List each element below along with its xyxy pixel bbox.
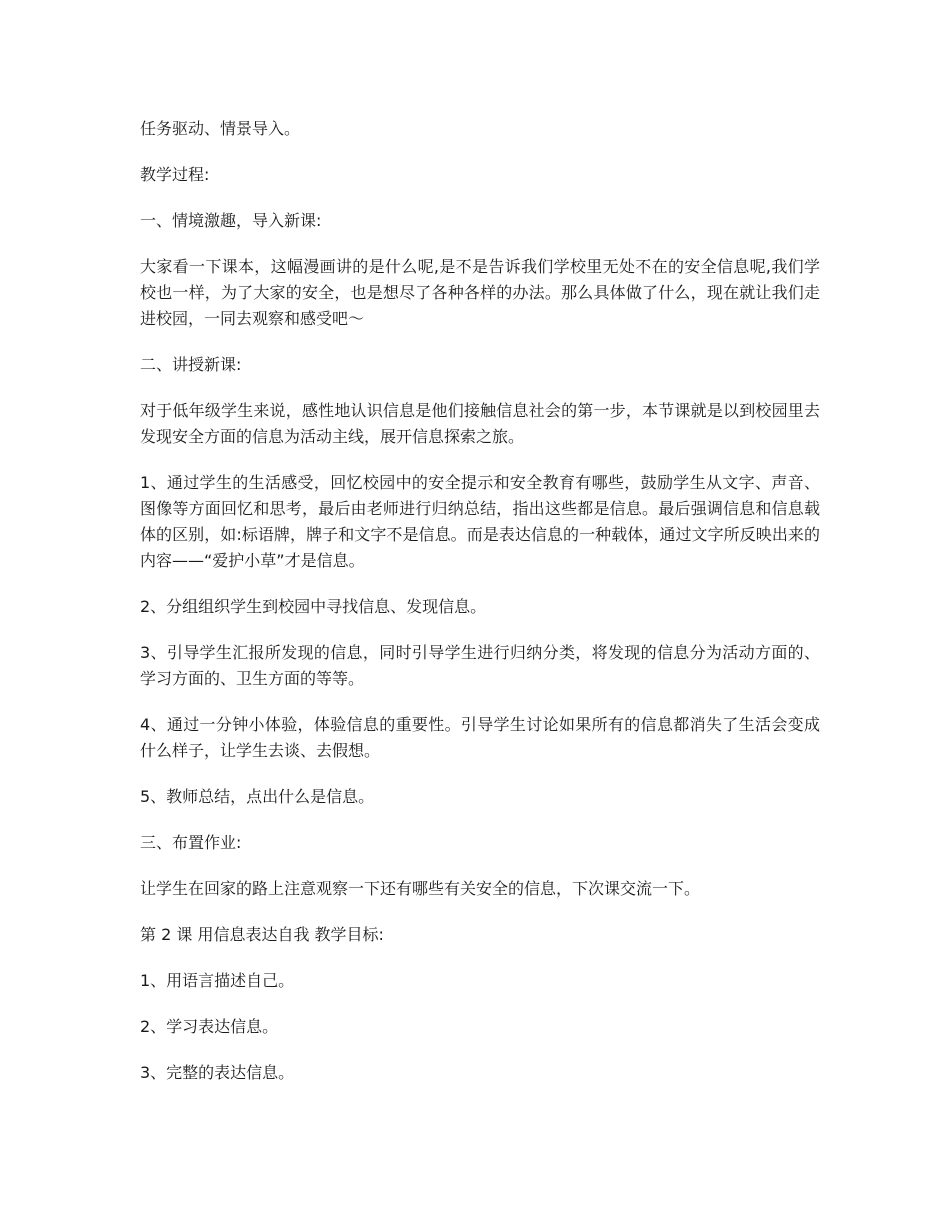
paragraph-intro: 大家看一下课本，这幅漫画讲的是什么呢,是不是告诉我们学校里无处不在的安全信息呢,我们学校也一样，为了大家的安全，也是想尽了各种各样的办法。那么具体做了什么，现在就让我们走进校园，一同去观察和感受吧～ xyxy=(140,257,820,328)
list-item-3: 3、引导学生汇报所发现的信息，同时引导学生进行归纳分类，将发现的信息分为活动方面的、学习方面的、卫生方面的等等。 xyxy=(140,643,820,688)
heading-section-2: 二、讲授新课: xyxy=(140,355,242,374)
document-page xyxy=(140,116,820,1106)
heading-section-1: 一、情境激趣，导入新课: xyxy=(140,211,322,230)
heading-section-3: 三、布置作业: xyxy=(140,833,242,852)
heading-teaching-process: 教学过程: xyxy=(140,165,210,184)
paragraph-homework: 让学生在回家的路上注意观察一下还有哪些有关安全的信息，下次课交流一下。 xyxy=(140,879,701,898)
objective-item-1: 1、用语言描述自己。 xyxy=(140,971,295,990)
paragraph-overview: 对于低年级学生来说，感性地认识信息是他们接触信息社会的第一步，本节课就是以到校园里去发现安全方面的信息为活动主线，展开信息探索之旅。 xyxy=(140,401,820,446)
list-item-1: 1、通过学生的生活感受，回忆校园中的安全提示和安全教育有哪些，鼓励学生从文字、声音、图像等方面回忆和思考，最后由老师进行归纳总结，指出这些都是信息。最后强调信息和信息载体的区别，如:标语牌，牌子和文字不是信息。而是表达信息的一种载体，通过文字所反映出来的内容——“爱护小草”才是信息。 xyxy=(140,473,820,570)
list-item-2: 2、分组组织学生到校园中寻找信息、发现信息。 xyxy=(140,597,487,616)
list-item-4: 4、通过一分钟小体验，体验信息的重要性。引导学生讨论如果所有的信息都消失了生活会变成什么样子，让学生去谈、去假想。 xyxy=(140,715,820,760)
paragraph-method: 任务驱动、情景导入。 xyxy=(140,119,301,138)
heading-lesson-2: 第 2 课 用信息表达自我 教学目标: xyxy=(140,925,384,944)
objective-item-2: 2、学习表达信息。 xyxy=(140,1017,279,1036)
objective-item-3: 3、完整的表达信息。 xyxy=(140,1063,295,1082)
list-item-5: 5、教师总结，点出什么是信息。 xyxy=(140,787,375,806)
